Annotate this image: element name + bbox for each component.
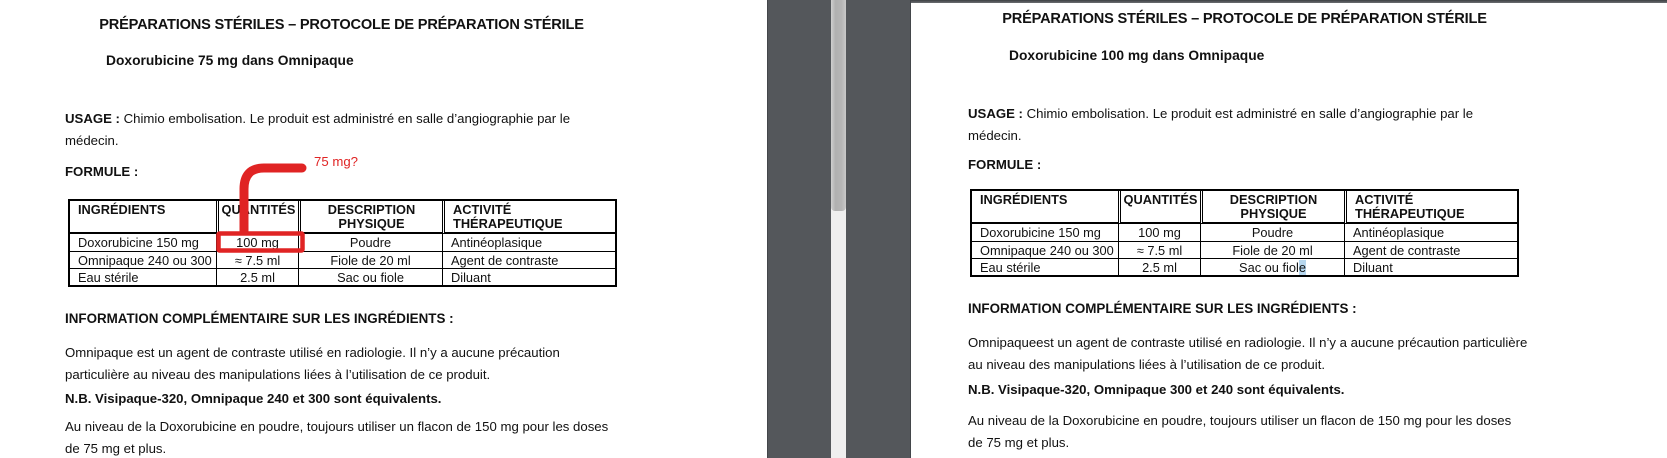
table-cell: Agent de contraste	[442, 251, 615, 268]
table-header-quantites: QUANTITÉS	[216, 201, 298, 234]
table-cell: Diluant	[442, 268, 615, 285]
table-header-description: DESCRIPTION PHYSIQUE	[298, 201, 442, 234]
table-cell: Eau stérile	[70, 268, 216, 285]
table-header-quantites: QUANTITÉS	[1118, 191, 1200, 224]
divider-gutter	[767, 0, 911, 458]
table-cell: Sac ou fiole	[298, 268, 442, 285]
info-heading: INFORMATION COMPLÉMENTAIRE SUR LES INGRÉDIENTS :	[65, 311, 454, 326]
cell-text: Sac ou fiol	[1239, 259, 1299, 275]
footer-paragraph: Au niveau de la Doxorubicine en poudre, toujours utiliser un flacon de 150 mg pour les doses de 75 mg et plus.	[968, 413, 1512, 450]
table-header-activite: ACTIVITÉ THÉRAPEUTIQUE	[442, 201, 615, 234]
table-cell: 100 mg	[216, 234, 298, 251]
usage-text: Chimio embolisation. Le produit est administré en salle d’angiographie par le médecin.	[968, 106, 1474, 143]
scrollbar-track[interactable]	[831, 0, 846, 458]
usage-label: USAGE :	[968, 106, 1023, 121]
table-header-ingredients: INGRÉDIENTS	[70, 201, 216, 234]
formule-label: FORMULE :	[968, 157, 1042, 172]
page-subtitle: Doxorubicine 100 mg dans Omnipaque	[1009, 48, 1265, 63]
usage-text: Chimio embolisation. Le produit est administré en salle d’angiographie par le médecin.	[65, 111, 571, 148]
formule-label: FORMULE :	[65, 164, 139, 179]
table-cell: Doxorubicine 150 mg	[980, 225, 1101, 240]
ingredients-table	[68, 199, 617, 287]
table-cell: 100 mg	[1118, 224, 1200, 241]
table-cell: Poudre	[1200, 224, 1344, 241]
document-page-left[interactable]	[0, 0, 767, 458]
table-cell-sac-ou-fiole	[1200, 258, 1344, 275]
usage-paragraph	[65, 108, 621, 151]
nb-paragraph: N.B. Visipaque-320, Omnipaque 240 et 300 sont équivalents.	[65, 391, 442, 406]
table-cell: Doxorubicine 150 mg	[78, 235, 199, 250]
table-header-activite: ACTIVITÉ THÉRAPEUTIQUE	[1344, 191, 1517, 224]
page-title: PRÉPARATIONS STÉRILES – PROTOCOLE DE PRÉPARATION STÉRILE	[1002, 11, 1487, 27]
table-cell: Fiole de 20 ml	[1200, 241, 1344, 258]
page-top-edge	[911, 0, 1667, 3]
page-title: PRÉPARATIONS STÉRILES – PROTOCOLE DE PRÉPARATION STÉRILE	[99, 17, 584, 33]
table-cell: Agent de contraste	[1344, 241, 1517, 258]
table-cell: Antinéoplasique	[1344, 224, 1517, 241]
info-heading: INFORMATION COMPLÉMENTAIRE SUR LES INGRÉDIENTS :	[968, 301, 1357, 316]
scrollbar-thumb[interactable]	[831, 0, 846, 211]
ingredients-table	[970, 189, 1519, 277]
table-cell: 2.5 ml	[216, 268, 298, 285]
page-subtitle: Doxorubicine 75 mg dans Omnipaque	[106, 53, 354, 68]
table-cell: ≈ 7.5 ml	[1118, 241, 1200, 258]
usage-label: USAGE :	[65, 111, 120, 126]
table-cell: Poudre	[298, 234, 442, 251]
table-cell: Omnipaque 240 ou 300	[972, 241, 1118, 258]
table-cell: Eau stérile	[972, 258, 1118, 275]
table-header-ingredients: INGRÉDIENTS	[972, 191, 1118, 224]
info-paragraph: Omnipaque est un agent de contraste utilisé en radiologie. Il n’y a aucune précaution particulière au niveau des manipulations liées à l’utilisation de ce produit.	[65, 345, 560, 382]
selection-highlight: e	[1298, 259, 1306, 275]
document-page-right[interactable]	[911, 0, 1667, 458]
table-cell: Antinéoplasique	[442, 234, 615, 251]
nb-paragraph: N.B. Visipaque-320, Omnipaque 300 et 240 sont équivalents.	[968, 382, 1345, 397]
table-header-description: DESCRIPTION PHYSIQUE	[1200, 191, 1344, 224]
annotation-text: 75 mg?	[314, 154, 358, 169]
table-cell: Omnipaque 240 ou 300	[70, 251, 216, 268]
table-cell: Fiole de 20 ml	[298, 251, 442, 268]
footer-paragraph: Au niveau de la Doxorubicine en poudre, toujours utiliser un flacon de 150 mg pour les doses de 75 mg et plus.	[65, 419, 609, 456]
info-paragraph: Omnipaqueest un agent de contraste utilisé en radiologie. Il n’y a aucune précaution particulière au niveau des manipulations liées à l’utilisation de ce produit.	[968, 335, 1528, 372]
table-cell: ≈ 7.5 ml	[216, 251, 298, 268]
table-cell: 2.5 ml	[1118, 258, 1200, 275]
usage-paragraph	[968, 103, 1524, 146]
table-cell: Diluant	[1344, 258, 1517, 275]
